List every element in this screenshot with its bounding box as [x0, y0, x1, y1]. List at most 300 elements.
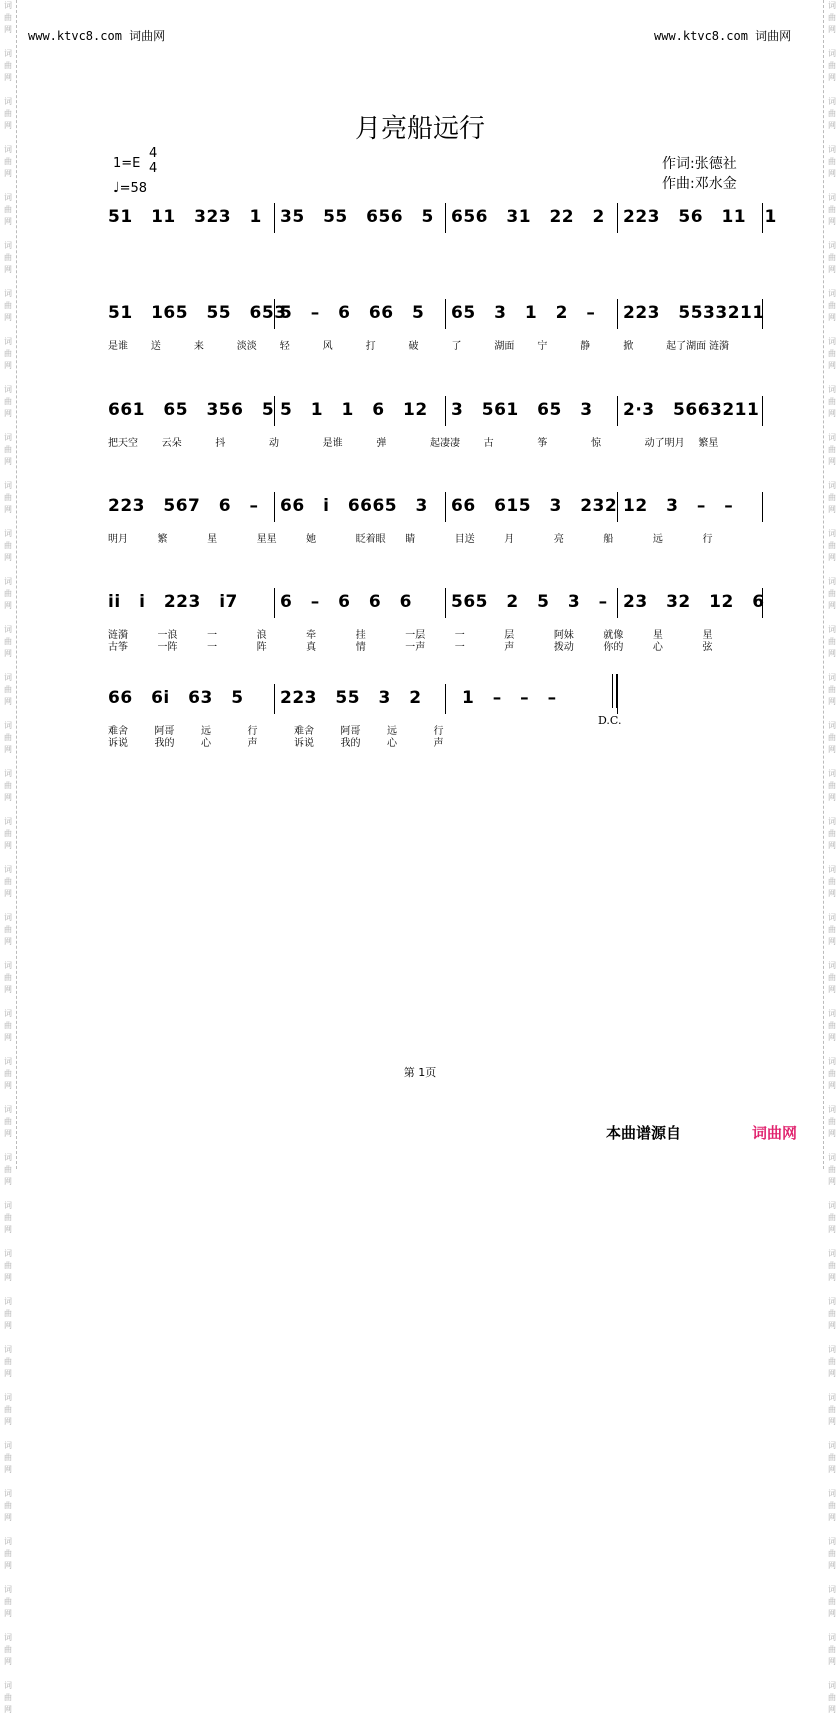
bar-line: [274, 203, 275, 233]
lyric-syllable: 行: [702, 534, 713, 545]
measure-notes: 66 6i 63 5: [108, 688, 244, 708]
watermark-char: 曲: [828, 61, 836, 70]
watermark-char: 曲: [828, 1597, 836, 1606]
watermark-gap: [824, 756, 840, 768]
watermark-char: 曲: [4, 301, 12, 310]
lyric-syllable: 是谁: [322, 438, 343, 449]
watermark-char: 词: [4, 481, 12, 490]
measure-notes: 223 567 6 –: [108, 496, 259, 516]
bar-line: [445, 684, 446, 714]
watermark-gap: [824, 84, 840, 96]
watermark-char: 曲: [4, 925, 12, 934]
bar-line: [445, 492, 446, 522]
watermark-char: 词: [4, 49, 12, 58]
site-url-left: www.ktvc8.com 词曲网: [28, 29, 166, 43]
watermark-char: 网: [4, 25, 12, 34]
watermark-char: 网: [4, 889, 12, 898]
watermark-char: 网: [4, 649, 12, 658]
measure-notes: 661 65 356 5: [108, 400, 275, 420]
watermark-gap: [824, 180, 840, 192]
watermark-char: 曲: [4, 493, 12, 502]
measure-notes: 656 31 22 2: [451, 207, 605, 227]
watermark-char: 网: [828, 1081, 836, 1090]
watermark-char: 曲: [828, 493, 836, 502]
composer-credit: 作曲:邓水金: [662, 176, 737, 192]
watermark-char: 网: [828, 1321, 836, 1330]
watermark-gap: [824, 1140, 840, 1152]
watermark-char: 曲: [4, 13, 12, 22]
watermark-char: 网: [828, 937, 836, 946]
watermark-gap: [824, 1716, 840, 1728]
measure-notes: 223 56 11 1: [623, 207, 777, 227]
watermark-char: 曲: [4, 1693, 12, 1702]
quarter-note-icon: ♩: [113, 180, 120, 196]
lyric-syllable: 难舍: [294, 726, 314, 737]
lyric-syllable: 一: [207, 642, 218, 653]
watermark-gap: [0, 1044, 16, 1056]
watermark-char: 词: [828, 1585, 836, 1594]
watermark-char: 曲: [828, 157, 836, 166]
lyric-syllable: 轻: [279, 341, 290, 352]
watermark-char: 曲: [828, 1069, 836, 1078]
watermark-char: 网: [4, 1465, 12, 1474]
measure-notes: 6 – 6 6 6: [280, 592, 412, 612]
watermark-gap: [0, 1092, 16, 1104]
score-row: [0, 588, 840, 653]
lyric-syllable: 星: [702, 630, 713, 641]
watermark-char: 词: [4, 433, 12, 442]
watermark-char: 网: [828, 889, 836, 898]
watermark-gap: [0, 1332, 16, 1344]
watermark-char: 词: [828, 1345, 836, 1354]
watermark-char: 词: [4, 625, 12, 634]
measure-notes: 3 561 65 3: [451, 400, 593, 420]
watermark-char: 网: [4, 505, 12, 514]
watermark-gap: [824, 660, 840, 672]
watermark-gap: [824, 1428, 840, 1440]
watermark-char: 词: [828, 1105, 836, 1114]
watermark-char: 网: [828, 217, 836, 226]
watermark-char: 词: [828, 673, 836, 682]
watermark-char: 曲: [828, 1165, 836, 1174]
watermark-char: 词: [4, 1681, 12, 1690]
watermark-char: 词: [4, 97, 12, 106]
watermark-char: 网: [828, 1129, 836, 1138]
measure-notes: 51 165 55 653: [108, 303, 287, 323]
watermark-char: 词: [828, 817, 836, 826]
watermark-char: 网: [4, 1609, 12, 1618]
lyric-syllable: 繁星: [698, 438, 719, 449]
lyric-syllable: 声: [247, 738, 258, 749]
watermark-char: 网: [828, 457, 836, 466]
watermark-char: 词: [828, 961, 836, 970]
lyric-syllable: 是谁: [108, 341, 128, 352]
watermark-char: 网: [4, 457, 12, 466]
right-watermark-strip: [823, 0, 840, 1714]
watermark-char: 词: [4, 1537, 12, 1546]
watermark-char: 词: [828, 529, 836, 538]
lyric-syllable: 月: [504, 534, 515, 545]
lyric-syllable: 繁: [157, 534, 168, 545]
watermark-char: 曲: [828, 1021, 836, 1030]
watermark-char: 词: [828, 145, 836, 154]
watermark-char: 网: [4, 169, 12, 178]
watermark-char: 网: [4, 265, 12, 274]
watermark-char: 网: [4, 1705, 12, 1714]
watermark-char: 词: [828, 289, 836, 298]
watermark-char: 词: [4, 961, 12, 970]
watermark-gap: [0, 804, 16, 816]
lyric-syllable: 一层: [405, 630, 426, 641]
watermark-char: 词: [4, 673, 12, 682]
watermark-char: 网: [4, 1513, 12, 1522]
watermark-char: 曲: [4, 1597, 12, 1606]
watermark-gap: [824, 1044, 840, 1056]
watermark-char: 网: [828, 1369, 836, 1378]
watermark-char: 词: [828, 1201, 836, 1210]
watermark-char: 曲: [4, 61, 12, 70]
bar-line: [274, 492, 275, 522]
lyric-syllable: 牵: [306, 630, 317, 641]
watermark-char: 词: [4, 289, 12, 298]
lyric-syllable: 就像: [603, 630, 624, 641]
watermark-gap: [824, 1668, 840, 1680]
watermark-gap: [0, 900, 16, 912]
lyric-syllable: 抖: [215, 438, 226, 449]
watermark-char: 网: [4, 1273, 12, 1282]
watermark-char: 网: [4, 361, 12, 370]
watermark-gap: [824, 36, 840, 48]
lyric-syllable: 行: [247, 726, 258, 737]
lyric-syllable: 风: [322, 341, 333, 352]
watermark-char: 词: [4, 817, 12, 826]
watermark-char: 曲: [4, 877, 12, 886]
lyric-syllable: 涟漪: [709, 341, 730, 352]
watermark-char: 曲: [4, 1309, 12, 1318]
watermark-char: 网: [828, 1705, 836, 1714]
lyric-syllable: 一声: [405, 642, 426, 653]
watermark-char: 词: [828, 337, 836, 346]
lyric-syllable: 心: [201, 738, 211, 749]
watermark-gap: [0, 660, 16, 672]
watermark-char: 词: [828, 625, 836, 634]
measure-notes: 65 3 1 2 –: [451, 303, 596, 323]
watermark-char: 网: [4, 553, 12, 562]
watermark-char: 网: [828, 745, 836, 754]
watermark-gap: [0, 1620, 16, 1632]
watermark-char: 词: [4, 769, 12, 778]
time-signature-bottom: 4: [149, 161, 158, 176]
score-row: [0, 396, 840, 456]
measure-notes: 12 3 – –: [623, 496, 734, 516]
bar-line: [617, 396, 618, 426]
watermark-char: 曲: [4, 1549, 12, 1558]
watermark-char: 词: [828, 769, 836, 778]
watermark-gap: [0, 372, 16, 384]
key-signature: 1=E: [113, 156, 141, 171]
lyric-syllable: 淡淡: [236, 341, 257, 352]
watermark-gap: [0, 1140, 16, 1152]
watermark-gap: [0, 468, 16, 480]
watermark-gap: [0, 1572, 16, 1584]
score-row: [0, 492, 840, 552]
watermark-char: 曲: [4, 781, 12, 790]
watermark-char: 词: [4, 1201, 12, 1210]
lyric-syllable: 一: [207, 630, 218, 641]
watermark-char: 曲: [4, 541, 12, 550]
watermark-char: 词: [828, 1633, 836, 1642]
lyric-syllable: 星星: [256, 534, 277, 545]
watermark-char: 网: [4, 841, 12, 850]
watermark-char: 词: [4, 1489, 12, 1498]
watermark-char: 词: [4, 913, 12, 922]
lyric-syllable: 云朵: [161, 438, 182, 449]
watermark-char: 词: [4, 1297, 12, 1306]
watermark-char: 网: [828, 601, 836, 610]
bar-line: [762, 396, 763, 426]
watermark-char: 网: [828, 985, 836, 994]
song-title: 月亮船远行: [354, 114, 485, 144]
watermark-char: 词: [4, 1585, 12, 1594]
bar-line: [445, 299, 446, 329]
watermark-char: 网: [828, 1513, 836, 1522]
watermark-char: 曲: [828, 205, 836, 214]
watermark-char: 网: [4, 1129, 12, 1138]
lyric-syllable: 目送: [454, 534, 475, 545]
lyric-syllable: 起了湖面: [666, 341, 707, 352]
watermark-char: 词: [828, 1441, 836, 1450]
score-row: [0, 684, 840, 749]
lyric-syllable: 阿妹: [553, 630, 574, 641]
bar-line: [274, 588, 275, 618]
watermark-char: 词: [828, 433, 836, 442]
watermark-gap: [824, 948, 840, 960]
watermark-gap: [0, 276, 16, 288]
watermark-gap: [824, 1284, 840, 1296]
lyric-syllable: 我的: [340, 738, 361, 749]
watermark-gap: [0, 1380, 16, 1392]
watermark-gap: [0, 36, 16, 48]
watermark-gap: [824, 804, 840, 816]
watermark-char: 网: [828, 1657, 836, 1666]
lyric-syllable: 声: [504, 642, 515, 653]
measure-notes: 2·3 5663211: [623, 400, 760, 420]
watermark-char: 网: [828, 841, 836, 850]
watermark-char: 词: [828, 193, 836, 202]
watermark-char: 网: [4, 121, 12, 130]
lyric-syllable: 远: [387, 726, 397, 737]
watermark-char: 网: [828, 793, 836, 802]
watermark-char: 网: [828, 361, 836, 370]
watermark-gap: [824, 468, 840, 480]
watermark-char: 曲: [828, 685, 836, 694]
lyric-syllable: 打: [365, 341, 376, 352]
lyric-syllable: 心: [652, 642, 663, 653]
measure-notes: 66 i 6665 3: [280, 496, 428, 516]
watermark-gap: [824, 1092, 840, 1104]
watermark-char: 词: [4, 529, 12, 538]
watermark-char: 词: [4, 865, 12, 874]
watermark-gap: [824, 852, 840, 864]
lyric-syllable: 远: [201, 726, 211, 737]
lyric-syllable: 一: [454, 642, 465, 653]
watermark-char: 词: [4, 1249, 12, 1258]
watermark-char: 网: [4, 409, 12, 418]
watermark-char: 词: [828, 49, 836, 58]
score-row: [0, 203, 840, 263]
watermark-char: 网: [4, 1321, 12, 1330]
bar-line: [274, 684, 275, 714]
watermark-char: 网: [4, 793, 12, 802]
watermark-char: 曲: [4, 157, 12, 166]
lyric-syllable: 亮: [553, 534, 564, 545]
watermark-gap: [0, 1716, 16, 1728]
watermark-char: 曲: [4, 253, 12, 262]
watermark-char: 词: [828, 1009, 836, 1018]
final-bar-line: [616, 674, 618, 708]
watermark-char: 词: [828, 1393, 836, 1402]
watermark-char: 曲: [828, 589, 836, 598]
bar-line: [617, 588, 618, 618]
watermark-char: 词: [4, 193, 12, 202]
lyric-syllable: 古筝: [108, 642, 128, 653]
watermark-char: 曲: [4, 397, 12, 406]
watermark-char: 曲: [828, 253, 836, 262]
watermark-gap: [824, 1236, 840, 1248]
tempo-marking: [113, 180, 147, 196]
watermark-char: 曲: [828, 541, 836, 550]
watermark-gap: [824, 372, 840, 384]
watermark-gap: [0, 1236, 16, 1248]
watermark-gap: [0, 1188, 16, 1200]
watermark-char: 曲: [4, 1213, 12, 1222]
measure-notes: 66 615 3 232: [451, 496, 618, 516]
watermark-char: 曲: [828, 1357, 836, 1366]
watermark-char: 曲: [828, 1117, 836, 1126]
watermark-char: 词: [4, 1441, 12, 1450]
watermark-char: 词: [828, 913, 836, 922]
watermark-char: 词: [4, 1057, 12, 1066]
watermark-char: 词: [828, 1153, 836, 1162]
left-watermark-strip: [0, 0, 17, 1714]
watermark-char: 网: [4, 1081, 12, 1090]
lyric-syllable: 惊: [591, 438, 601, 449]
watermark-char: 网: [828, 313, 836, 322]
lyric-syllable: 宁: [537, 341, 548, 352]
watermark-char: 词: [828, 1297, 836, 1306]
time-signature: [149, 146, 157, 176]
watermark-gap: [0, 84, 16, 96]
lyric-syllable: 静: [580, 341, 591, 352]
watermark-char: 网: [828, 1033, 836, 1042]
watermark-char: 曲: [828, 1693, 836, 1702]
lyric-syllable: 诉说: [294, 738, 314, 749]
watermark-char: 网: [4, 937, 12, 946]
watermark-char: 曲: [4, 1165, 12, 1174]
watermark-char: 曲: [828, 1501, 836, 1510]
watermark-char: 网: [4, 313, 12, 322]
watermark-gap: [824, 1572, 840, 1584]
time-signature-top: 4: [149, 146, 158, 161]
watermark-char: 网: [4, 1033, 12, 1042]
watermark-char: 词: [4, 1105, 12, 1114]
watermark-char: 词: [4, 1153, 12, 1162]
watermark-char: 曲: [828, 349, 836, 358]
watermark-gap: [824, 1476, 840, 1488]
final-bar-line: [612, 674, 613, 708]
watermark-gap: [824, 900, 840, 912]
measure-notes: 223 55 3 2: [280, 688, 422, 708]
watermark-char: 网: [828, 649, 836, 658]
watermark-char: 曲: [4, 109, 12, 118]
bar-line: [617, 203, 618, 233]
watermark-char: 曲: [828, 301, 836, 310]
source-brand: 词曲网: [752, 1124, 798, 1142]
lyric-syllable: 掀: [623, 341, 634, 352]
lyric-syllable: 心: [387, 738, 397, 749]
measure-notes: 5 1 1 6 12: [280, 400, 428, 420]
watermark-char: 网: [828, 1177, 836, 1186]
lyric-syllable: 挂: [355, 630, 366, 641]
lyric-syllable: 来: [193, 341, 204, 352]
bar-line: [445, 588, 446, 618]
watermark-char: 曲: [4, 637, 12, 646]
page-number: 第 1页: [403, 1066, 437, 1079]
lyric-syllable: 她: [306, 534, 317, 545]
watermark-char: 词: [828, 385, 836, 394]
lyric-syllable: 层: [504, 630, 515, 641]
lyric-syllable: 阵: [256, 642, 267, 653]
watermark-char: 词: [828, 97, 836, 106]
watermark-char: 曲: [828, 445, 836, 454]
watermark-char: 曲: [828, 1453, 836, 1462]
watermark-char: 曲: [4, 349, 12, 358]
watermark-gap: [0, 852, 16, 864]
measure-notes: 5 – 6 66 5: [280, 303, 425, 323]
watermark-char: 网: [828, 265, 836, 274]
watermark-char: 网: [4, 1417, 12, 1426]
watermark-char: 曲: [4, 1261, 12, 1270]
watermark-char: 网: [4, 1657, 12, 1666]
lyric-syllable: 一: [454, 630, 465, 641]
lyric-syllable: 动: [269, 438, 279, 449]
watermark-char: 网: [4, 73, 12, 82]
watermark-gap: [824, 1380, 840, 1392]
lyric-syllable: 诉说: [108, 738, 128, 749]
watermark-char: 网: [4, 745, 12, 754]
watermark-char: 曲: [828, 1261, 836, 1270]
lyric-syllable: 把天空: [108, 438, 138, 449]
watermark-char: 词: [4, 241, 12, 250]
watermark-char: 网: [4, 1177, 12, 1186]
watermark-gap: [824, 996, 840, 1008]
watermark-char: 词: [828, 865, 836, 874]
lyric-syllable: 难舍: [108, 726, 128, 737]
watermark-char: 曲: [828, 733, 836, 742]
source-label: 本曲谱源自: [606, 1124, 682, 1142]
watermark-char: 词: [4, 1, 12, 10]
watermark-char: 网: [828, 1561, 836, 1570]
watermark-char: 词: [4, 577, 12, 586]
watermark-gap: [824, 1524, 840, 1536]
watermark-gap: [824, 1188, 840, 1200]
watermark-char: 词: [828, 1489, 836, 1498]
lyricist-credit: 作词:张德社: [662, 156, 737, 172]
tempo-value: =58: [119, 181, 148, 196]
lyric-syllable: 我的: [154, 738, 175, 749]
watermark-char: 曲: [828, 781, 836, 790]
lyric-syllable: 声: [433, 738, 444, 749]
